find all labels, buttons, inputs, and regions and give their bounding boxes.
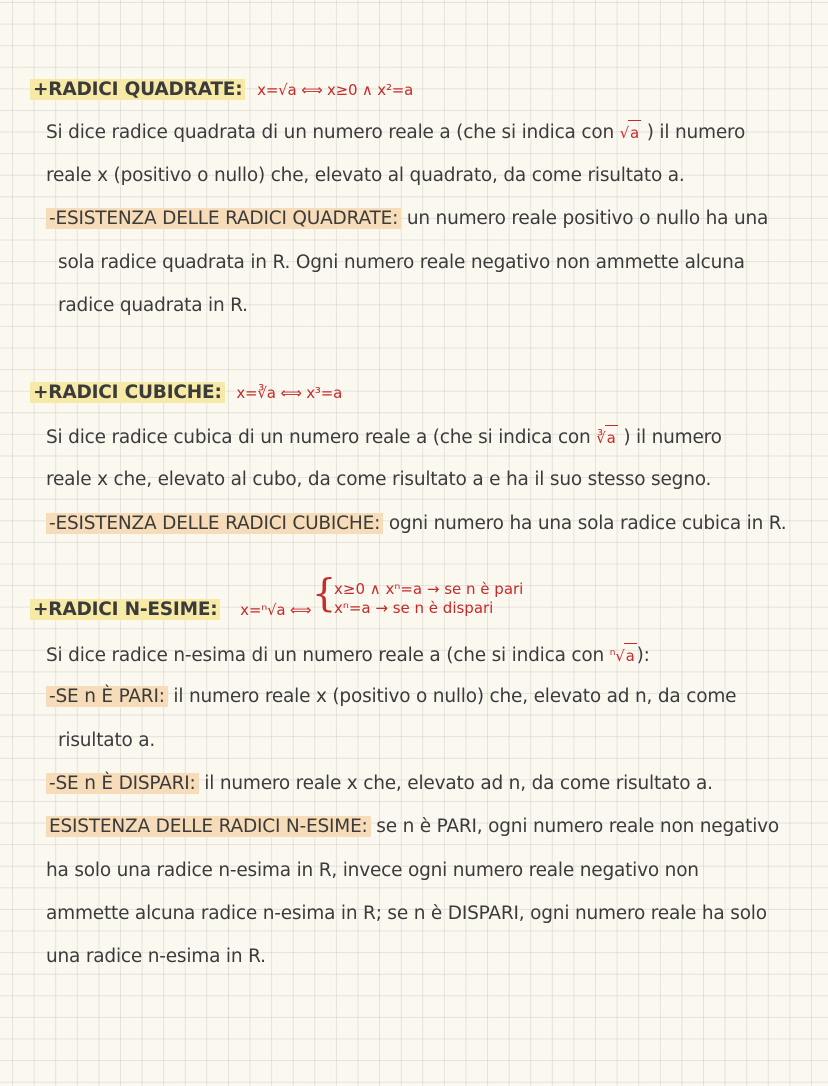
formula-quadrate: x=√a ⟺ x≥0 ∧ x²=a [257, 81, 414, 99]
paragraph-line: risultato a. [58, 730, 156, 751]
existence-cubiche-title: -ESISTENZA DELLE RADICI CUBICHE: [46, 513, 383, 534]
formula-case-pari: x≥0 ∧ xⁿ=a → se n è pari [334, 580, 524, 598]
section-cubiche-heading [30, 381, 342, 405]
paragraph-line: una radice n-esima in R. [46, 946, 266, 967]
paragraph-line: sola radice quadrata in R. Ogni numero reale negativo non ammette alcuna [58, 252, 745, 273]
existence-nesime-line [46, 815, 779, 839]
text-span: Si dice radice quadrata di un numero reale a (che si indica con [46, 122, 614, 143]
paragraph-line: ha solo una radice n-esima in R, invece ogni numero reale negativo non [46, 860, 699, 881]
formula-case-dispari: xⁿ=a → se n è dispari [334, 599, 494, 617]
section-title-cubiche: +RADICI CUBICHE: [30, 382, 225, 403]
section-nesime-heading [30, 598, 311, 622]
paragraph-line: ammette alcuna radice n-esima in R; se n è DISPARI, ogni numero reale ha solo [46, 903, 767, 924]
formula-cubiche: x=∛a ⟺ x³=a [236, 384, 343, 402]
formula-nesime: x=ⁿ√a ⟺ [240, 601, 312, 619]
section-title-quadrate: +RADICI QUADRATE: [30, 79, 245, 100]
paragraph-line [46, 425, 722, 450]
text-span: il numero reale x che, elevato ad n, da come risultato a. [198, 773, 713, 794]
brace-icon: { [312, 571, 337, 615]
section-title-nesime: +RADICI N-ESIME: [30, 599, 220, 620]
nth-root-symbol-icon: $^n$√a [610, 647, 637, 665]
dispari-title: -SE n È DISPARI: [46, 773, 199, 794]
existence-cubiche-line [46, 512, 786, 536]
existence-nesime-title: ESISTENZA DELLE RADICI N-ESIME: [46, 816, 371, 837]
paragraph-line [46, 120, 745, 145]
text-span: Si dice radice cubica di un numero reale a (che si indica con [46, 427, 591, 448]
pari-line [46, 685, 736, 709]
text-span: se n è PARI, ogni numero reale non negativo [370, 816, 780, 837]
root-symbol-icon: √a [620, 124, 641, 142]
paragraph-line: reale x (positivo o nullo) che, elevato al quadrato, da come risultato a. [46, 165, 685, 186]
paragraph-line: radice quadrata in R. [58, 295, 248, 316]
paragraph-line [46, 641, 650, 668]
text-span: ) il numero [646, 122, 746, 143]
text-span: Si dice radice n-esima di un numero reale a (che si indica con [46, 645, 605, 666]
existence-quadrate-line [46, 207, 768, 231]
text-span: il numero reale x (positivo o nullo) che, elevato ad n, da come [167, 686, 737, 707]
text-span: ) il numero [623, 427, 722, 448]
text-span: ogni numero ha una sola radice cubica in R. [383, 513, 787, 534]
cube-root-symbol-icon: ∛a [596, 429, 617, 447]
dispari-line [46, 772, 713, 796]
existence-quadrate-title: -ESISTENZA DELLE RADICI QUADRATE: [46, 208, 401, 229]
paragraph-line: reale x che, elevato al cubo, da come risultato a e ha il suo stesso segno. [46, 469, 712, 490]
text-span: un numero reale positivo o nullo ha una [401, 208, 769, 229]
section-quadrate-heading [30, 78, 413, 102]
text-span: ): [636, 645, 650, 666]
pari-title: -SE n È PARI: [46, 686, 168, 707]
